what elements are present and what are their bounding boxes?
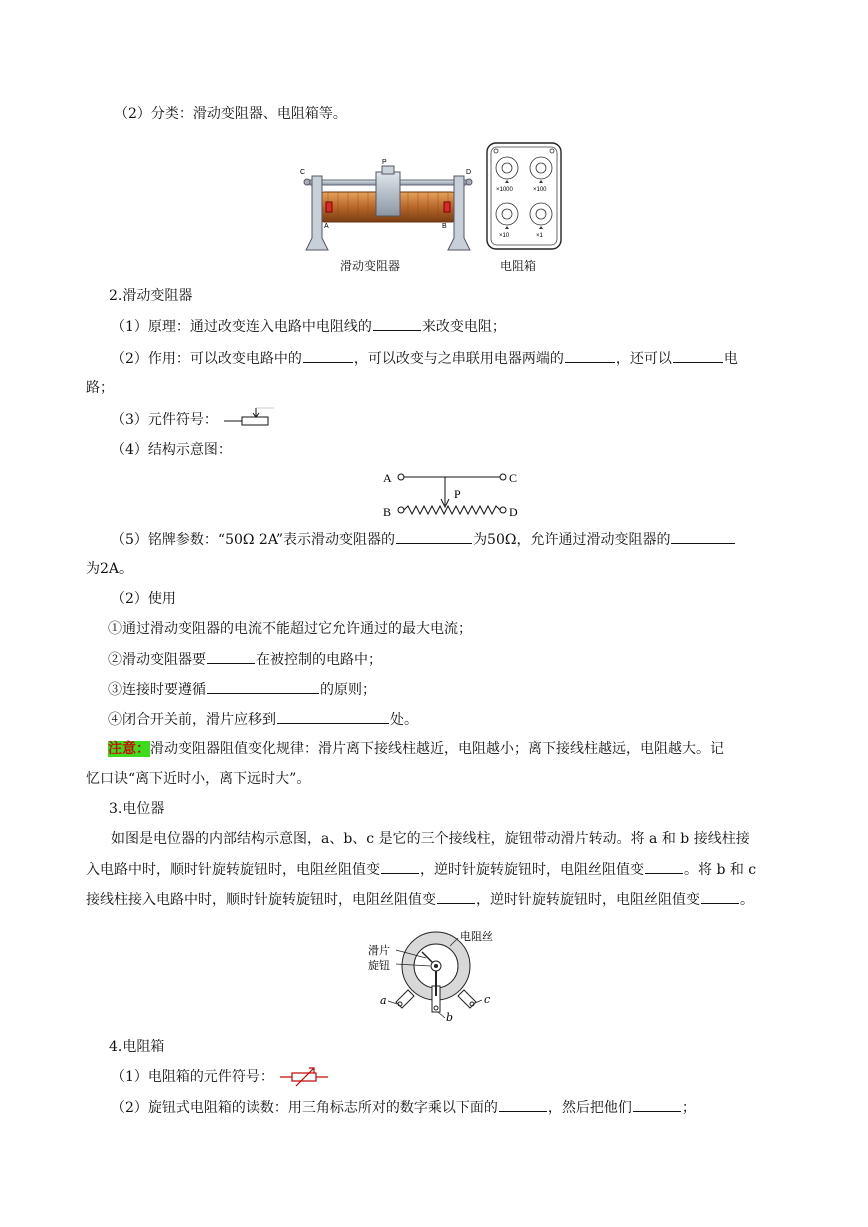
heading-rheostat: 2.滑动变阻器 [109, 288, 193, 304]
box-label-x100: ×100 [533, 187, 547, 193]
blank [207, 679, 319, 694]
blank [673, 348, 723, 363]
note-tag: 注意： [108, 741, 150, 757]
rheostat-label-b: B [442, 223, 447, 230]
blank [373, 316, 421, 331]
box-label-x1: ×1 [536, 233, 543, 239]
rheostat-label-d: D [466, 169, 472, 176]
struct-label-p: P [454, 487, 461, 501]
usage-item-1: ①通过滑动变阻器的电流不能超过它允许通过的最大电流； [108, 621, 472, 637]
usage-item-2: ②滑动变阻器要 在被控制的电路中； [108, 649, 382, 670]
note-line: 注意：滑动变阻器阻值变化规律：滑片离下接线柱越近，电阻越小；离下接线柱越远，电阻越大。记 [108, 741, 724, 757]
structure-line: （4）结构示意图： [111, 442, 232, 458]
heading-resistance-box: 4.电阻箱 [109, 1039, 165, 1055]
blank [437, 889, 475, 904]
rheostat-figure [298, 158, 478, 254]
box-symbol-line: （1）电阻箱的元件符号： [111, 1069, 274, 1085]
heading-potentiometer: 3.电位器 [109, 801, 165, 817]
blank [633, 1097, 681, 1112]
rheostat-caption: 滑动变阻器 [340, 259, 401, 273]
blank [701, 889, 739, 904]
box-label-x10: ×10 [499, 233, 510, 239]
blank [645, 859, 683, 874]
resistance-box-caption: 电阻箱 [500, 259, 537, 273]
box-reading-line: （2）旋钮式电阻箱的读数：用三角标志所对的数字乘以下面的 ，然后把他们 ； [111, 1097, 696, 1118]
potentiometer-line-2: 入电路中时，顺时针旋转旋钮时，电阻丝阻值变 ，逆时针旋转旋钮时，电阻丝阻值变 。将 b 和 c [86, 859, 756, 880]
nameplate-line: （5）铭牌参数：“50Ω 2A”表示滑动变阻器的 为50Ω，允许通过滑动变阻器的 [111, 529, 736, 550]
nameplate-line-cont: 为2A。 [86, 561, 134, 577]
potentiometer-line-1: 如图是电位器的内部结构示意图，a、b、c 是它的三个接线柱，旋钮带动滑片转动。将 a 和 b 接线柱接 [111, 831, 750, 847]
usage-item-4: ④闭合开关前，滑片应移到 处。 [108, 709, 418, 730]
struct-label-d: D [509, 505, 518, 519]
function-line-cont: 路； [86, 380, 114, 396]
rheostat-label-p: P [382, 159, 387, 166]
potentiometer-diagram [366, 924, 514, 1024]
usage-item-3: ③连接时要遵循 的原则； [108, 679, 376, 700]
blank [381, 859, 419, 874]
struct-label-b: B [383, 505, 392, 519]
struct-label-c: C [509, 471, 518, 485]
blank [277, 709, 389, 724]
blank [499, 1097, 547, 1112]
pot-label-knob: 旋钮 [368, 959, 390, 972]
structure-diagram [378, 462, 528, 524]
rheostat-symbol-icon [224, 406, 274, 428]
blank [207, 649, 255, 664]
box-label-x1000: ×1000 [496, 187, 513, 193]
rheostat-label-a: A [324, 223, 329, 230]
pot-label-c: c [484, 993, 491, 1006]
principle-line: （1）原理：通过改变连入电路中电阻线的 来改变电阻； [111, 316, 506, 337]
pot-label-b: b [446, 1011, 454, 1024]
potentiometer-line-3: 接线柱接入电路中时，顺时针旋转旋钮时，电阻丝阻值变 ，逆时针旋转旋钮时，电阻丝阻值变 。 [86, 889, 754, 910]
blank [565, 348, 615, 363]
note-line-cont: 忆口诀“离下近时小，离下远时大”。 [86, 771, 311, 787]
blank [303, 348, 353, 363]
blank [396, 529, 472, 544]
classification-line: （2）分类：滑动变阻器、电阻箱等。 [114, 106, 347, 122]
pot-label-wire: 电阻丝 [460, 930, 493, 943]
resistance-box-figure [486, 142, 562, 250]
function-line: （2）作用：可以改变电路中的 ，可以改变与之串联用电器两端的 ，还可以 电 [111, 348, 738, 369]
usage-heading: （2）使用 [111, 591, 176, 607]
pot-label-a: a [380, 994, 387, 1007]
rheostat-label-c: C [300, 169, 306, 176]
resistance-box-symbol-icon [280, 1066, 328, 1088]
struct-label-a: A [383, 471, 392, 485]
symbol-line: （3）元件符号： [111, 412, 218, 428]
blank [671, 529, 735, 544]
pot-label-slider: 滑片 [368, 944, 390, 957]
